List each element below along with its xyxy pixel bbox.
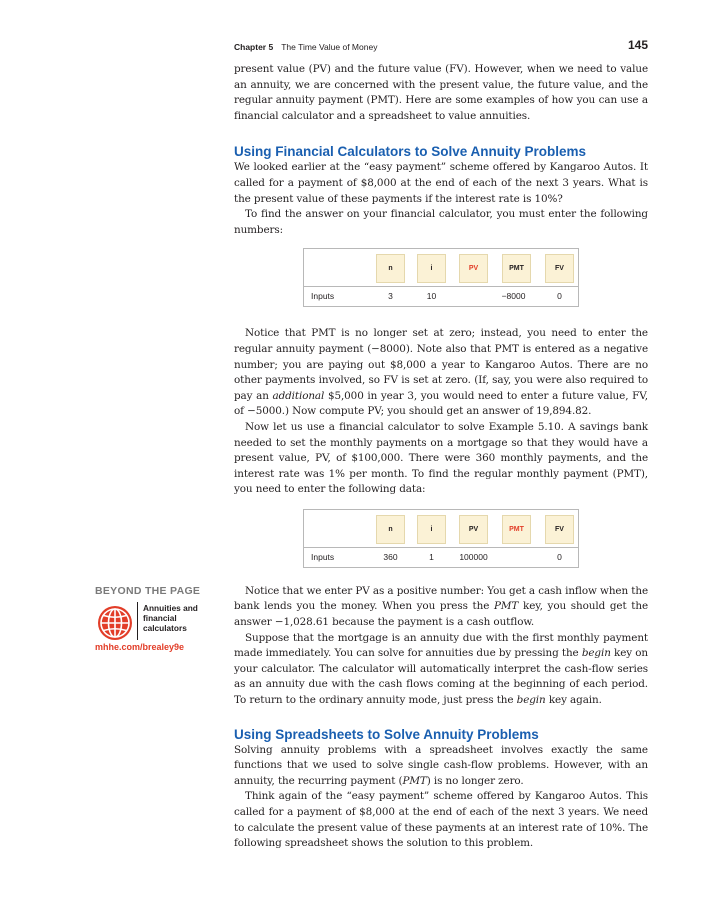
paragraph: Now let us use a financial calculator to solve Example 5.10. A savings bank needed to set the monthly payments on a mortgage so that they would have a present value, PV, of $100,000. There were 360 monthly payments, and the interest rate was 1% per month. To find the regular monthly payment (PMT), you need to enter the following data: [234, 420, 648, 496]
page-header [234, 38, 648, 58]
paragraph: Think again of the “easy payment” scheme offered by Kangaroo Autos. This called for a payment of $8,000 at the end of each of the next 3 years. We need to calculate the present value of these payments at an interest rate of 10%. The following spreadsheet shows the solution to this problem. [234, 790, 648, 850]
paragraph [234, 743, 648, 790]
running-head [234, 42, 377, 52]
calc-key-i: i [417, 254, 446, 283]
calc-key-n: n [376, 254, 405, 283]
calc-key-fv: FV [545, 254, 574, 283]
section-heading-spreadsheets: Using Spreadsheets to Solve Annuity Problems [234, 726, 539, 742]
chapter-title: The Time Value of Money [281, 42, 378, 52]
calculator-inputs-row [304, 548, 578, 567]
calc-key-n: n [376, 515, 405, 544]
sidebar-title: BEYOND THE PAGE [95, 585, 201, 597]
calculator-keys-row [304, 510, 578, 548]
emphasis: begin [516, 694, 546, 707]
calc-key-i: i [417, 515, 446, 544]
text-run: key, you should get the answer −1,028.61 because the payment is a cash outflow. [234, 600, 649, 629]
emphasis: PMT [402, 774, 427, 787]
text-run: Suppose that the mortgage is an annuity due with the first monthly payment made immediately. You can solve for annuities due by pressing the [234, 631, 648, 660]
input-value-pv: 100000 [459, 551, 488, 562]
emphasis: additional [272, 389, 325, 402]
input-value-pmt: −8000 [501, 291, 526, 302]
calc-key-pv: PV [459, 254, 488, 283]
beyond-the-page-sidebar [95, 585, 215, 652]
input-value-n: 360 [383, 551, 398, 562]
sidebar-url-link[interactable]: mhhe.com/brealey9e [95, 642, 185, 652]
inputs-label: Inputs [311, 291, 335, 302]
main-content [234, 62, 648, 852]
intro-paragraph: present value (PV) and the future value (FV). However, when we need to value an annuity, we are concerned with the present value, the future value, and the regular annuity payment (PMT). Here are some examples of how you can use a financial calculator and a spreadsheet to value annuities. [234, 63, 648, 122]
sidebar-divider [137, 602, 138, 640]
input-value-i: 1 [429, 551, 434, 562]
emphasis: PMT [494, 600, 519, 613]
chapter-label: Chapter 5 [234, 42, 274, 52]
input-value-n: 3 [388, 291, 393, 302]
calculator-table-2 [303, 509, 579, 568]
calculator-table-1 [303, 248, 579, 307]
text-run: key on your calculator. The calculator will automatically interpret the cash-flow series as an annuity due with the cash flows coming at the beginning of each period. To return to the ordinary annuity mode, just press the [234, 647, 648, 707]
text-run: ) is no longer zero. [426, 774, 524, 787]
paragraph: To find the answer on your financial calculator, you must enter the following numbers: [234, 208, 648, 236]
sidebar-topic: Annuities and financial calculators [143, 603, 198, 633]
text-run: Notice that we enter PV as a positive number: You get a cash inflow when the bank lends you the money. When you press the [234, 584, 648, 613]
text-run: Notice that PMT is no longer set at zero; instead, you need to enter the regular annuity payment (−8000). Note also that PMT is entered as a negative number; you are paying out $8,000 a year to Kangaroo Autos. There are no other payments involved, so FV is set at zero. (If, say, you were also required to pay an [234, 327, 648, 402]
paragraph [234, 584, 648, 631]
paragraph [234, 631, 648, 709]
emphasis: begin [581, 647, 611, 660]
inputs-label: Inputs [311, 551, 335, 562]
input-value-i: 10 [426, 291, 437, 302]
calculator-keys-row [304, 249, 578, 287]
text-run: key again. [545, 694, 602, 707]
page-number: 145 [627, 38, 648, 52]
section-heading-calculators: Using Financial Calculators to Solve Annuity Problems [234, 144, 587, 160]
input-value-fv: 0 [557, 551, 562, 562]
calc-key-pv: PV [459, 515, 488, 544]
text-run: $5,000 in year 3, you would need to enter a future value, FV, of −5000.) Now compute PV; you should get an answer of 19,894.82. [234, 389, 648, 418]
paragraph [234, 326, 648, 420]
calc-key-pmt: PMT [502, 515, 531, 544]
input-value-fv: 0 [557, 291, 562, 302]
calc-key-fv: FV [545, 515, 574, 544]
paragraph: We looked earlier at the “easy payment” scheme offered by Kangaroo Autos. It called for a payment of $8,000 at the end of each of the next 3 years. What is the present value of these payments if the interest rate is 10%? [234, 161, 648, 205]
text-run: Solving annuity problems with a spreadsheet involves exactly the same functions that we used to solve single cash-flow problems. However, with an annuity, the recurring payment ( [234, 743, 648, 787]
calculator-inputs-row [304, 287, 578, 306]
globe-icon [95, 603, 135, 643]
calc-key-pmt: PMT [502, 254, 531, 283]
